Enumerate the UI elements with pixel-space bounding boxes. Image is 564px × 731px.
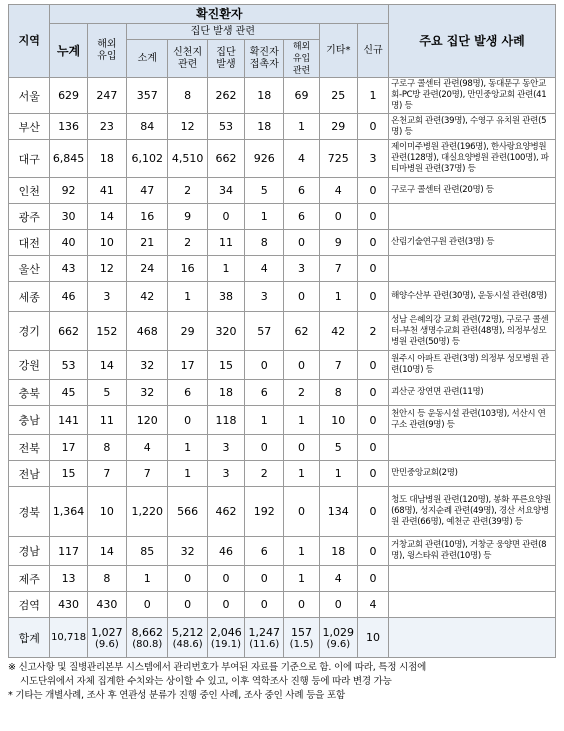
cell-other: 7	[319, 351, 357, 380]
header-other: 기타*	[319, 24, 357, 78]
cell-total: 629	[50, 78, 87, 114]
cell-ovr-rel: 1	[284, 114, 319, 140]
cell-cluster: 0	[207, 204, 244, 230]
cell-overseas: 247	[87, 78, 126, 114]
cell-region: 대전	[9, 230, 50, 256]
cell-shincheonji: 1	[168, 461, 207, 487]
cell-cases: 온천교회 관련(39명), 수영구 유치원 관련(5명) 등	[389, 114, 556, 140]
cell-region: 강원	[9, 351, 50, 380]
cell-total: 430	[50, 592, 87, 618]
cell-region: 울산	[9, 256, 50, 282]
cell-subtotal: 4	[127, 435, 168, 461]
cell-ovr-rel: 6	[284, 204, 319, 230]
cell-total: 40	[50, 230, 87, 256]
cell-total: 43	[50, 256, 87, 282]
cell-cases	[389, 566, 556, 592]
table-row	[9, 487, 556, 537]
table-row	[9, 256, 556, 282]
cell-region: 경북	[9, 487, 50, 537]
cell-shincheonji: 0	[168, 566, 207, 592]
cell-overseas: 14	[87, 537, 126, 566]
cell-cluster: 662	[207, 140, 244, 178]
table-row	[9, 114, 556, 140]
cell-contact: 192	[245, 487, 284, 537]
cell-subtotal: 6,102	[127, 140, 168, 178]
total-subtotal: 8,662 (80.8)	[127, 618, 168, 658]
cell-total: 117	[50, 537, 87, 566]
cell-ovr-rel: 1	[284, 461, 319, 487]
cell-subtotal: 1,220	[127, 487, 168, 537]
cell-contact: 8	[245, 230, 284, 256]
cell-total: 15	[50, 461, 87, 487]
cell-overseas: 18	[87, 140, 126, 178]
cell-ovr-rel: 1	[284, 537, 319, 566]
cell-overseas: 3	[87, 282, 126, 312]
cell-new: 0	[357, 114, 388, 140]
cell-other: 8	[319, 380, 357, 406]
cell-shincheonji: 1	[168, 435, 207, 461]
total-cluster: 2,046 (19.1)	[207, 618, 244, 658]
cell-cluster: 38	[207, 282, 244, 312]
cell-region: 대구	[9, 140, 50, 178]
cell-shincheonji: 6	[168, 380, 207, 406]
cell-total: 141	[50, 406, 87, 435]
table-row	[9, 204, 556, 230]
cell-other: 18	[319, 537, 357, 566]
cell-region: 충북	[9, 380, 50, 406]
cell-other: 10	[319, 406, 357, 435]
cell-cases: 만민중앙교회(2명)	[389, 461, 556, 487]
cell-cluster: 118	[207, 406, 244, 435]
cell-other: 9	[319, 230, 357, 256]
footnote-1: ※ 신고사항 및 질병관리본부 시스템에서 관리번호가 부여된 자료를 기준으로 함. 이에 따라, 특정 시점에	[8, 662, 427, 673]
cell-new: 0	[357, 282, 388, 312]
cell-region: 경남	[9, 537, 50, 566]
cell-ovr-rel: 62	[284, 312, 319, 351]
cell-other: 29	[319, 114, 357, 140]
cell-overseas: 14	[87, 351, 126, 380]
cell-new: 0	[357, 435, 388, 461]
cell-subtotal: 0	[127, 592, 168, 618]
cell-contact: 3	[245, 282, 284, 312]
cell-region: 광주	[9, 204, 50, 230]
cell-other: 0	[319, 204, 357, 230]
cell-cluster: 3	[207, 435, 244, 461]
cell-ovr-rel: 0	[284, 230, 319, 256]
cell-total: 136	[50, 114, 87, 140]
table-row	[9, 406, 556, 435]
cell-total: 1,364	[50, 487, 87, 537]
total-overseas-related: 157 (1.5)	[284, 618, 319, 658]
cell-region: 검역	[9, 592, 50, 618]
cell-cluster: 3	[207, 461, 244, 487]
cell-new: 0	[357, 406, 388, 435]
cell-overseas: 8	[87, 566, 126, 592]
cell-cluster: 262	[207, 78, 244, 114]
cell-cases	[389, 435, 556, 461]
cell-subtotal: 16	[127, 204, 168, 230]
cell-total: 53	[50, 351, 87, 380]
cell-subtotal: 42	[127, 282, 168, 312]
cell-shincheonji: 2	[168, 178, 207, 204]
cell-new: 0	[357, 178, 388, 204]
cell-overseas: 5	[87, 380, 126, 406]
cell-contact: 1	[245, 204, 284, 230]
total-other: 1,029 (9.6)	[319, 618, 357, 658]
cell-other: 134	[319, 487, 357, 537]
cell-other: 5	[319, 435, 357, 461]
cell-cluster: 320	[207, 312, 244, 351]
cell-subtotal: 24	[127, 256, 168, 282]
cell-subtotal: 120	[127, 406, 168, 435]
header-new: 신규	[357, 24, 388, 78]
cell-total: 30	[50, 204, 87, 230]
cell-new: 0	[357, 487, 388, 537]
footnote-1-cont: 시도단위에서 자체 집계한 수치와는 상이할 수 있고, 이후 역학조사 진행 등에 따라 변경 가능	[20, 676, 392, 687]
cell-other: 4	[319, 178, 357, 204]
header-total: 누계	[50, 24, 87, 78]
cell-shincheonji: 16	[168, 256, 207, 282]
cell-ovr-rel: 2	[284, 380, 319, 406]
cell-new: 3	[357, 140, 388, 178]
cell-cases: 괴산군 장연면 관련(11명)	[389, 380, 556, 406]
cell-total: 13	[50, 566, 87, 592]
cell-contact: 0	[245, 435, 284, 461]
cell-shincheonji: 4,510	[168, 140, 207, 178]
cell-cluster: 53	[207, 114, 244, 140]
cell-overseas: 23	[87, 114, 126, 140]
table-row	[9, 380, 556, 406]
cell-shincheonji: 1	[168, 282, 207, 312]
cell-cluster: 0	[207, 592, 244, 618]
cell-shincheonji: 0	[168, 406, 207, 435]
cell-subtotal: 32	[127, 351, 168, 380]
cell-contact: 18	[245, 114, 284, 140]
cell-ovr-rel: 69	[284, 78, 319, 114]
cell-contact: 0	[245, 592, 284, 618]
cell-overseas: 7	[87, 461, 126, 487]
header-cluster-outbreak: 집단 발생	[207, 40, 244, 78]
cell-region: 충남	[9, 406, 50, 435]
cell-shincheonji: 8	[168, 78, 207, 114]
cell-overseas: 41	[87, 178, 126, 204]
header-shincheonji: 신천지 관련	[168, 40, 207, 78]
header-overseas-related: 해외 유입 관련	[284, 40, 319, 78]
cell-cluster: 34	[207, 178, 244, 204]
table-row	[9, 178, 556, 204]
cell-contact: 0	[245, 566, 284, 592]
cell-overseas: 152	[87, 312, 126, 351]
cell-contact: 926	[245, 140, 284, 178]
cell-overseas: 11	[87, 406, 126, 435]
table-row	[9, 592, 556, 618]
cell-shincheonji: 29	[168, 312, 207, 351]
cell-cases: 제이미주병원 관련(196명), 한사랑요양병원 관련(128명), 대실요양병원 관련(100명), 파티마병원 관련(37명) 등	[389, 140, 556, 178]
table-row	[9, 140, 556, 178]
cell-ovr-rel: 3	[284, 256, 319, 282]
cell-cases	[389, 256, 556, 282]
total-region: 합계	[9, 618, 50, 658]
cell-new: 0	[357, 461, 388, 487]
table-row	[9, 351, 556, 380]
total-shincheonji: 5,212 (48.6)	[168, 618, 207, 658]
cell-new: 0	[357, 230, 388, 256]
cell-cases: 해양수산부 관련(30명), 운동시설 관련(8명)	[389, 282, 556, 312]
table-row	[9, 282, 556, 312]
cell-other: 725	[319, 140, 357, 178]
cell-other: 7	[319, 256, 357, 282]
cell-subtotal: 1	[127, 566, 168, 592]
cell-subtotal: 468	[127, 312, 168, 351]
cell-contact: 6	[245, 380, 284, 406]
cell-overseas: 430	[87, 592, 126, 618]
table-row	[9, 435, 556, 461]
cell-new: 0	[357, 566, 388, 592]
cell-cluster: 15	[207, 351, 244, 380]
cell-cluster: 0	[207, 566, 244, 592]
cell-other: 25	[319, 78, 357, 114]
cell-cluster: 46	[207, 537, 244, 566]
cell-ovr-rel: 0	[284, 282, 319, 312]
header-overseas: 해외 유입	[87, 24, 126, 78]
cell-overseas: 14	[87, 204, 126, 230]
cell-cluster: 1	[207, 256, 244, 282]
cell-shincheonji: 17	[168, 351, 207, 380]
cell-other: 1	[319, 282, 357, 312]
total-cases	[389, 618, 556, 658]
header-contact: 확진자 접촉자	[245, 40, 284, 78]
cell-cluster: 18	[207, 380, 244, 406]
cell-subtotal: 85	[127, 537, 168, 566]
table-row	[9, 312, 556, 351]
cell-new: 0	[357, 351, 388, 380]
cell-region: 인천	[9, 178, 50, 204]
cell-cases	[389, 204, 556, 230]
cell-shincheonji: 566	[168, 487, 207, 537]
cell-cases: 산림기술연구원 관련(3명) 등	[389, 230, 556, 256]
cell-ovr-rel: 0	[284, 351, 319, 380]
cell-cases: 천안시 등 운동시설 관련(103명), 서산시 연구소 관련(9명) 등	[389, 406, 556, 435]
table-row	[9, 566, 556, 592]
cell-other: 1	[319, 461, 357, 487]
cell-new: 0	[357, 380, 388, 406]
table-row	[9, 461, 556, 487]
total-contact: 1,247 (11.6)	[245, 618, 284, 658]
cell-overseas: 12	[87, 256, 126, 282]
cell-total: 45	[50, 380, 87, 406]
cell-contact: 6	[245, 537, 284, 566]
cell-region: 전북	[9, 435, 50, 461]
cell-overseas: 8	[87, 435, 126, 461]
cell-ovr-rel: 1	[284, 406, 319, 435]
cell-ovr-rel: 1	[284, 566, 319, 592]
cell-ovr-rel: 0	[284, 487, 319, 537]
cell-shincheonji: 32	[168, 537, 207, 566]
cell-cases: 구로구 콜센터 관련(98명), 동대문구 동안교회-PC방 관련(20명), 만민중앙교회 관련(41명) 등	[389, 78, 556, 114]
cell-total: 92	[50, 178, 87, 204]
table-row	[9, 537, 556, 566]
cell-other: 0	[319, 592, 357, 618]
cell-cluster: 462	[207, 487, 244, 537]
cell-new: 0	[357, 204, 388, 230]
cell-region: 경기	[9, 312, 50, 351]
footnote-2: * 기타는 개별사례, 조사 후 연관성 분류가 진행 중인 사례, 조사 중인 사례 등을 포함	[8, 690, 345, 701]
cell-cases	[389, 592, 556, 618]
header-region: 지역	[9, 5, 50, 78]
table-row	[9, 230, 556, 256]
total-overseas: 1,027 (9.6)	[87, 618, 126, 658]
cell-region: 전남	[9, 461, 50, 487]
total-total: 10,718	[50, 618, 87, 658]
cell-other: 42	[319, 312, 357, 351]
table-row	[9, 78, 556, 114]
cell-shincheonji: 2	[168, 230, 207, 256]
cell-shincheonji: 12	[168, 114, 207, 140]
header-confirmed: 확진환자	[50, 5, 389, 24]
total-new: 10	[357, 618, 388, 658]
cell-total: 17	[50, 435, 87, 461]
cell-contact: 2	[245, 461, 284, 487]
cell-subtotal: 357	[127, 78, 168, 114]
cell-region: 서울	[9, 78, 50, 114]
cell-subtotal: 21	[127, 230, 168, 256]
cell-new: 4	[357, 592, 388, 618]
cell-contact: 18	[245, 78, 284, 114]
cell-contact: 57	[245, 312, 284, 351]
header-cluster-group: 집단 발생 관련	[127, 24, 320, 40]
cell-cases: 원주시 아파트 관련(3명) 의정부 성모병원 관련(10명) 등	[389, 351, 556, 380]
cell-ovr-rel: 4	[284, 140, 319, 178]
total-row	[9, 618, 556, 658]
cell-subtotal: 84	[127, 114, 168, 140]
footnotes	[8, 661, 556, 703]
cell-cases: 성남 은혜의강 교회 관련(72명), 구로구 콜센터-부천 생명수교회 관련(48명), 의정부성모병원 관련(50명) 등	[389, 312, 556, 351]
cell-ovr-rel: 0	[284, 435, 319, 461]
cell-contact: 1	[245, 406, 284, 435]
cell-subtotal: 32	[127, 380, 168, 406]
cell-contact: 5	[245, 178, 284, 204]
cell-cases: 청도 대남병원 관련(120명), 봉화 푸른요양원(68명), 성지순례 관련(49명), 경산 서요양병원 관련(66명), 예천군 관련(39명) 등	[389, 487, 556, 537]
cell-region: 세종	[9, 282, 50, 312]
cell-ovr-rel: 0	[284, 592, 319, 618]
cell-region: 제주	[9, 566, 50, 592]
cell-new: 2	[357, 312, 388, 351]
cell-overseas: 10	[87, 230, 126, 256]
cell-overseas: 10	[87, 487, 126, 537]
cell-other: 4	[319, 566, 357, 592]
cell-new: 1	[357, 78, 388, 114]
cell-total: 662	[50, 312, 87, 351]
header-subtotal: 소계	[127, 40, 168, 78]
cell-new: 0	[357, 256, 388, 282]
cell-region: 부산	[9, 114, 50, 140]
cell-contact: 0	[245, 351, 284, 380]
header-main-cases: 주요 집단 발생 사례	[389, 5, 556, 78]
cell-shincheonji: 0	[168, 592, 207, 618]
table-body	[9, 78, 556, 618]
confirmed-cases-table	[8, 4, 556, 658]
cell-total: 46	[50, 282, 87, 312]
cell-new: 0	[357, 537, 388, 566]
cell-total: 6,845	[50, 140, 87, 178]
cell-contact: 4	[245, 256, 284, 282]
cell-subtotal: 7	[127, 461, 168, 487]
cell-subtotal: 47	[127, 178, 168, 204]
cell-cases: 거창교회 관련(10명), 거창군 웅양면 관련(8명), 윙스타워 관련(10명) 등	[389, 537, 556, 566]
cell-shincheonji: 9	[168, 204, 207, 230]
cell-ovr-rel: 6	[284, 178, 319, 204]
cell-cluster: 11	[207, 230, 244, 256]
cell-cases: 구로구 콜센터 관련(20명) 등	[389, 178, 556, 204]
